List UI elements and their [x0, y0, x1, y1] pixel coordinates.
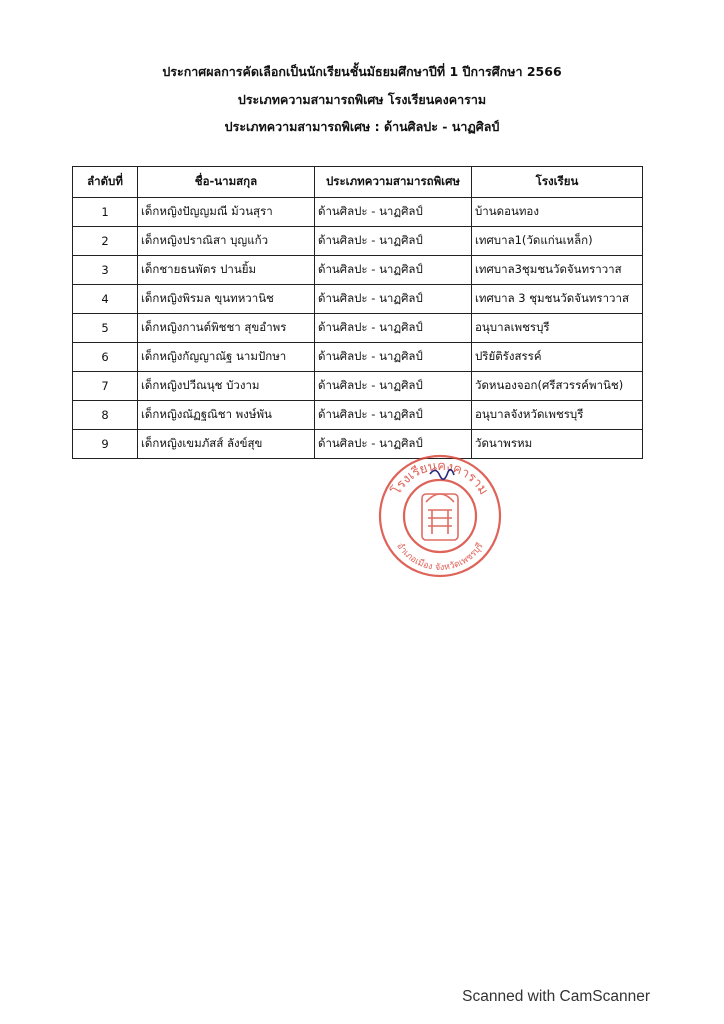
cell-school: บ้านดอนทอง: [472, 198, 643, 227]
cell-no: 2: [73, 227, 138, 256]
cell-no: 5: [73, 314, 138, 343]
cell-school: เทศบาล3ชุมชนวัดจันทราวาส: [472, 256, 643, 285]
cell-type: ด้านศิลปะ - นาฏศิลป์: [315, 401, 472, 430]
cell-name: เด็กหญิงปัญญมณี ม้วนสุรา: [138, 198, 315, 227]
cell-no: 8: [73, 401, 138, 430]
camscanner-watermark: Scanned with CamScanner: [462, 988, 650, 1005]
cell-no: 4: [73, 285, 138, 314]
table-row: [73, 198, 643, 227]
table-row: [73, 314, 643, 343]
cell-name: เด็กหญิงกานต์พิชชา สุขอำพร: [138, 314, 315, 343]
cell-no: 3: [73, 256, 138, 285]
cell-name: เด็กหญิงเขมภัสส์ ลังข์สุข: [138, 430, 315, 459]
header-no: ลำดับที่: [73, 167, 138, 198]
announcement-subtitle-category: ประเภทความสามารถพิเศษ : ด้านศิลปะ - นาฏศิลป์: [224, 119, 500, 134]
cell-school: วัดหนองจอก(ศรีสวรรค์พานิช): [472, 372, 643, 401]
cell-school: เทศบาล1(วัดแก่นเหล็ก): [472, 227, 643, 256]
cell-name: เด็กชายธนพัตร ปานยิ้ม: [138, 256, 315, 285]
cell-name: เด็กหญิงพิรมล ขุนทหวานิช: [138, 285, 315, 314]
school-seal-stamp: [374, 450, 506, 582]
announcement-subtitle-school: ประเภทความสามารถพิเศษ โรงเรียนคงคาราม: [237, 92, 487, 107]
cell-school: อนุบาลเพชรบุรี: [472, 314, 643, 343]
seal-top-text: โรงเรียนคงคาราม: [389, 458, 491, 498]
cell-type: ด้านศิลปะ - นาฏศิลป์: [315, 314, 472, 343]
announcement-title: ประกาศผลการคัดเลือกเป็นนักเรียนชั้นมัธยมศึกษาปีที่ 1 ปีการศึกษา 2566: [162, 64, 562, 79]
table-row: [73, 401, 643, 430]
cell-type: ด้านศิลปะ - นาฏศิลป์: [315, 430, 472, 459]
cell-type: ด้านศิลปะ - นาฏศิลป์: [315, 198, 472, 227]
cell-school: อนุบาลจังหวัดเพชรบุรี: [472, 401, 643, 430]
cell-school: เทศบาล 3 ชุมชนวัดจันทราวาส: [472, 285, 643, 314]
table-row: [73, 256, 643, 285]
cell-no: 1: [73, 198, 138, 227]
results-table: [72, 166, 643, 459]
table-row: [73, 285, 643, 314]
seal-emblem: [422, 494, 458, 540]
table-row: [73, 372, 643, 401]
cell-no: 9: [73, 430, 138, 459]
seal-bottom-text: อำเภอเมือง จังหวัดเพชรบุรี: [394, 541, 486, 574]
cell-type: ด้านศิลปะ - นาฏศิลป์: [315, 285, 472, 314]
header-name: ชื่อ-นามสกุล: [138, 167, 315, 198]
table-row: [73, 430, 643, 459]
cell-type: ด้านศิลปะ - นาฏศิลป์: [315, 256, 472, 285]
cell-no: 6: [73, 343, 138, 372]
header-school: โรงเรียน: [472, 167, 643, 198]
cell-no: 7: [73, 372, 138, 401]
cell-name: เด็กหญิงกัญญาณัฐ นามปักษา: [138, 343, 315, 372]
cell-name: เด็กหญิงปวีณนุช บัวงาม: [138, 372, 315, 401]
cell-name: เด็กหญิงปราณิสา บุญแก้ว: [138, 227, 315, 256]
cell-name: เด็กหญิงณัฏฐณิชา พงษ์พัน: [138, 401, 315, 430]
table-header-row: [73, 167, 643, 198]
table-row: [73, 227, 643, 256]
header-type: ประเภทความสามารถพิเศษ: [315, 167, 472, 198]
cell-type: ด้านศิลปะ - นาฏศิลป์: [315, 227, 472, 256]
cell-type: ด้านศิลปะ - นาฏศิลป์: [315, 372, 472, 401]
cell-type: ด้านศิลปะ - นาฏศิลป์: [315, 343, 472, 372]
seal-ring: [380, 456, 500, 576]
cell-school: วัดนาพรหม: [472, 430, 643, 459]
cell-school: ปริยัติรังสรรค์: [472, 343, 643, 372]
table-row: [73, 343, 643, 372]
